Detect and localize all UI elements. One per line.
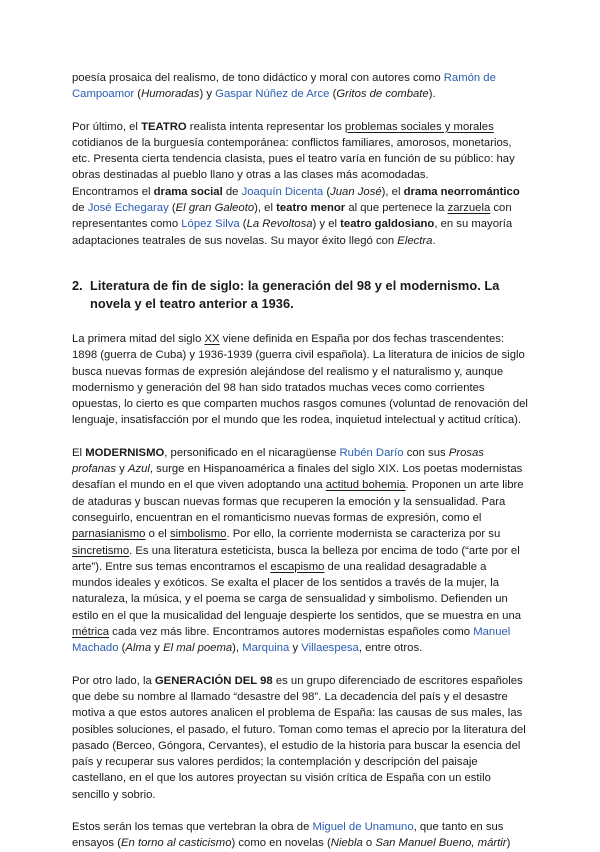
author-link-campoamor[interactable]: Ramón de Campoamor xyxy=(72,72,496,101)
author-link-ruben-dario[interactable]: Rubén Darío xyxy=(339,446,404,459)
paragraph-realism-poetry: poesía prosaica del realismo, de tono didáctico y moral con autores como Ramón de Campoamor (Humoradas) y Gaspar Núñez de Arce (Gritos de combate). xyxy=(72,72,496,101)
paragraph-intro-century: La primera mitad del siglo XX viene definida en España por dos fechas trascendentes: 1898 (guerra de Cuba) y 1936-1939 (guerra civil española). La literatura de inicios de siglo busca nuevas formas de expresión alejándose del realismo y el naturalismo y, aunque modernismo y generación del 98 han sido tratados muchas veces como corrientes opuestas, lo cierto es que comparten muchos rasgos comunes (voluntad de renovación del lenguaje, insatisfacción por el mundo que les rodea, inquietud intelectual y actitud crítica). xyxy=(72,332,528,427)
section-heading xyxy=(72,277,528,313)
author-link-unamuno[interactable]: Miguel de Unamuno xyxy=(312,820,414,833)
section-number: 2. xyxy=(72,277,83,293)
author-link-echegaray[interactable]: José Echegaray xyxy=(87,202,169,215)
document-page xyxy=(72,70,528,852)
paragraph-realist-theatre: Por último, el TEATRO realista intenta representar los problemas sociales y morales cotidianos de la burguesía contemporánea: conflictos familiares, amorosos, monetarios, etc. Presenta cierta tendencia clasista, pues el teatro varía en función de su público: hay obras destinadas al pueblo llano y otras a las clases más acomodadas. Encontramos el drama social de Joaquín Dicenta (Juan José), el drama neorromántico de José Echegaray (El gran Galeoto), el teatro menor al que pertenece la zarzuela con representantes como López Silva (La Revoltosa) y el teatro galdosiano, en su mayoría adaptaciones teatrales de sus novelas. Su mayor éxito llegó con Electra. xyxy=(72,120,520,247)
paragraph-modernismo: El MODERNISMO, personificado en el nicaragüense Rubén Darío con sus Prosas profanas y Azul, surge en Hispanoamérica a finales del siglo XIX. Los poetas modernistas desafían el mundo en el que viven adoptando una actitud bohemia. Proponen un arte libre de ataduras y buscan nuevas formas que recuperen la emoción y la sensualidad. Para conseguirlo, encuentran en el romanticismo nuevas formas de expresión, como el parnasianismo o el simbolismo. Por ello, la corriente modernista se caracteriza por su sincretismo. Es una literatura esteticista, busca la belleza por encima de todo (“arte por el arte”). Entre sus temas encontramos el escapismo de una realidad desagradable a mundos ideales y exóticos. Se exalta el placer de los sentidos a través de la mujer, la naturaleza, la música, y el poema se carga de sensualidad y simbolismo. Defienden un estilo en el que la musicalidad del lenguaje despierte los sentidos, que se muestra en una métrica cada vez más libre. Encontramos autores modernistas españoles como Manuel Machado (Alma y El mal poema), Marquina y Villaespesa, entre otros. xyxy=(72,446,524,655)
author-link-manuel-machado[interactable]: Manuel Machado xyxy=(72,626,511,655)
author-link-lopez-silva[interactable]: López Silva xyxy=(181,218,240,231)
author-link-villaespesa[interactable]: Villaespesa xyxy=(301,642,359,655)
author-link-dicenta[interactable]: Joaquín Dicenta xyxy=(241,185,324,198)
section-title: Literatura de fin de siglo: la generación del 98 y el modernismo. La novela y el teatro anterior a 1936. xyxy=(90,277,500,311)
paragraph-unamuno: Estos serán los temas que vertebran la obra de Miguel de Unamuno, que tanto en sus ensayos (En torno al casticismo) como en novelas (Niebla o San Manuel Bueno, mártir) xyxy=(72,820,511,850)
author-link-nunez-de-arce[interactable]: Gaspar Núñez de Arce xyxy=(215,88,330,101)
paragraph-generacion-98: Por otro lado, la GENERACIÓN DEL 98 es un grupo diferenciado de escritores españoles que debe su nombre al llamado “desastre del 98”. La decadencia del país y el desastre motiva a que estos autores analicen el problema de España: las causas de sus males, las posibles soluciones, el pasado, el futuro. Toman como temas el aprecio por la literatura del pasado (Berceo, Góngora, Cervantes), el estudio de la historia para buscar la esencia del país y recuperar sus valores perdidos; la contemplación y descripción del paisaje castellano, en el que los autores proyectan su visión crítica de España con un estilo sencillo y sobrio. xyxy=(72,674,526,801)
author-link-marquina[interactable]: Marquina xyxy=(242,642,290,655)
